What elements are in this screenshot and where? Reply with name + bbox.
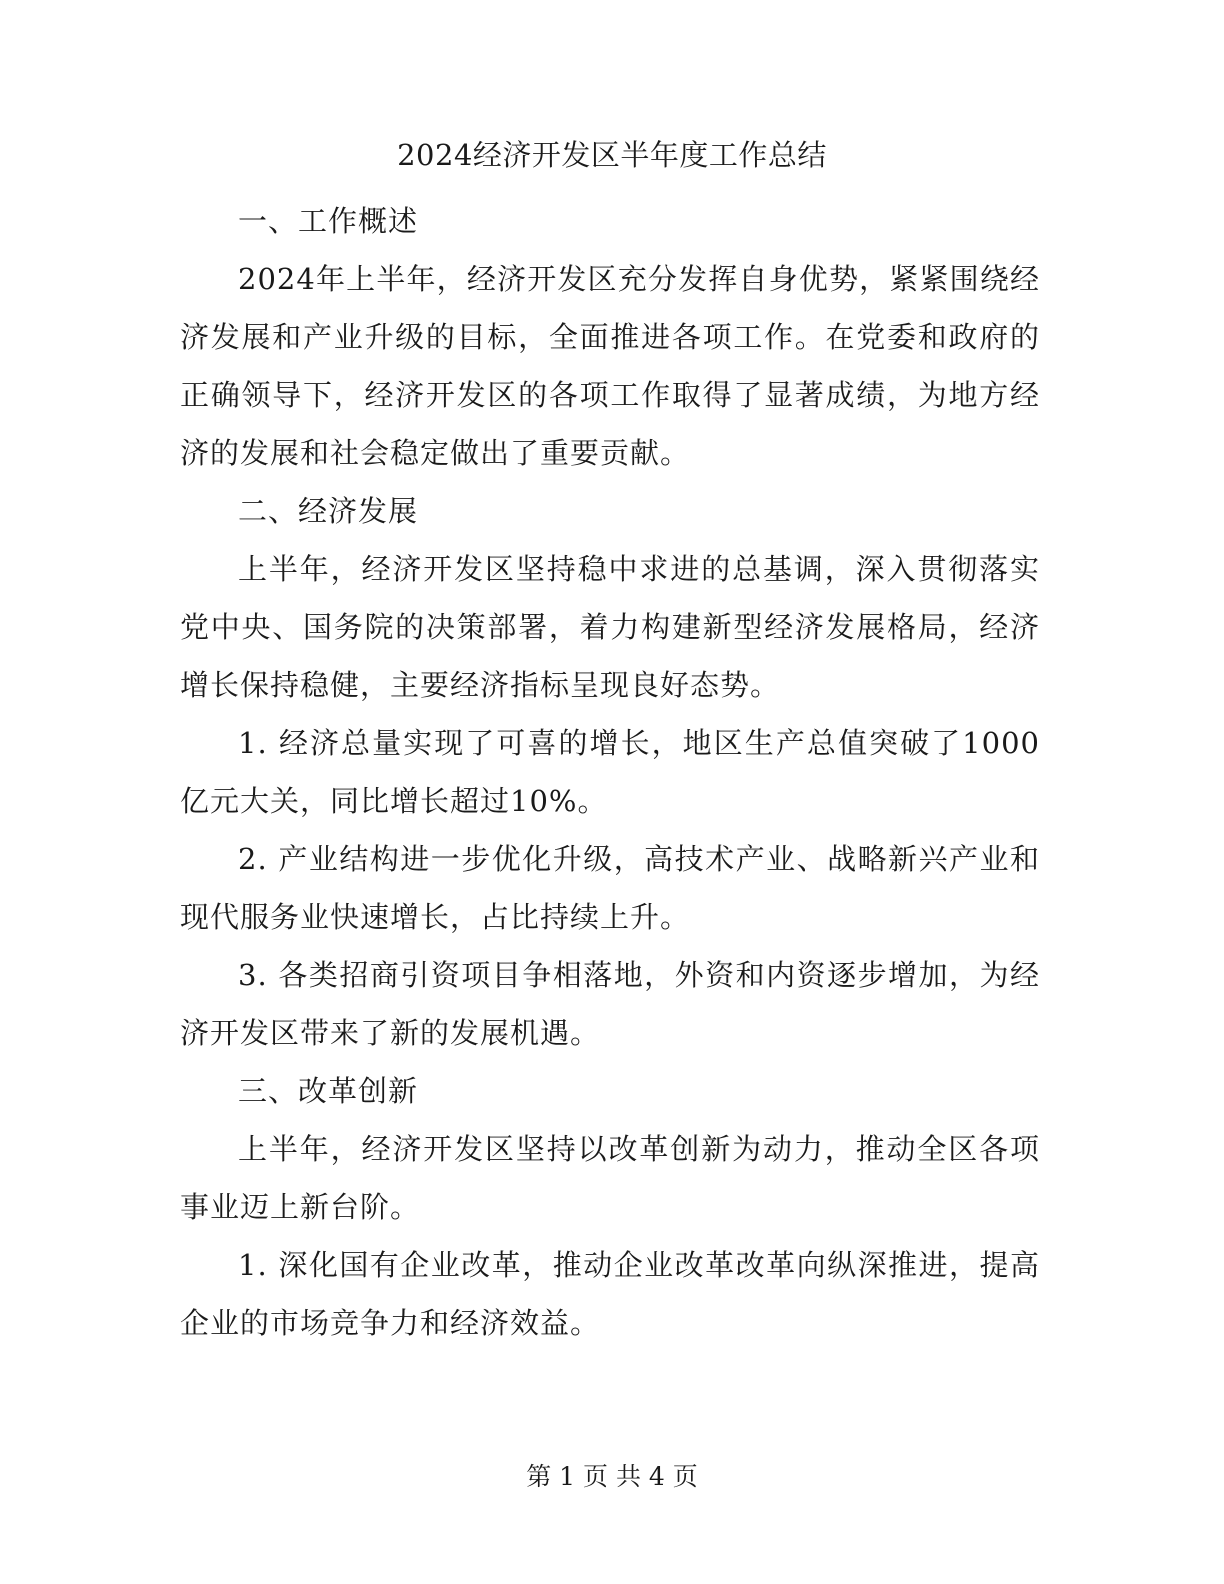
paragraph: 2024年上半年，经济开发区充分发挥自身优势，紧紧围绕经济发展和产业升级的目标，全面推进各项工作。在党委和政府的正确领导下，经济开发区的各项工作取得了显著成绩，为地方经济的发展和社会稳定做出了重要贡献。: [180, 262, 1040, 470]
list-item: 1. 经济总量实现了可喜的增长，地区生产总值突破了1000亿元大关，同比增长超过10%。: [180, 726, 1040, 818]
section-heading: 三、改革创新: [238, 1074, 419, 1108]
list-item: 3. 各类招商引资项目争相落地，外资和内资逐步增加，为经济开发区带来了新的发展机遇。: [180, 958, 1040, 1050]
paragraph: 上半年，经济开发区坚持稳中求进的总基调，深入贯彻落实党中央、国务院的决策部署，着力构建新型经济发展格局，经济增长保持稳健，主要经济指标呈现良好态势。: [180, 552, 1040, 702]
page-number: 第 1 页 共 4 页: [526, 1462, 698, 1491]
document-title: 2024经济开发区半年度工作总结: [397, 138, 827, 172]
document-body: [180, 192, 1040, 1352]
list-item: 2. 产业结构进一步优化升级，高技术产业、战略新兴产业和现代服务业快速增长，占比持续上升。: [180, 842, 1040, 934]
list-item: 1. 深化国有企业改革，推动企业改革改革向纵深推进，提高企业的市场竞争力和经济效益。: [180, 1248, 1040, 1340]
page-footer: [0, 1457, 1224, 1497]
section-heading: 二、经济发展: [238, 494, 419, 528]
paragraph: 上半年，经济开发区坚持以改革创新为动力，推动全区各项事业迈上新台阶。: [180, 1132, 1040, 1224]
section-heading: 一、工作概述: [238, 204, 419, 238]
